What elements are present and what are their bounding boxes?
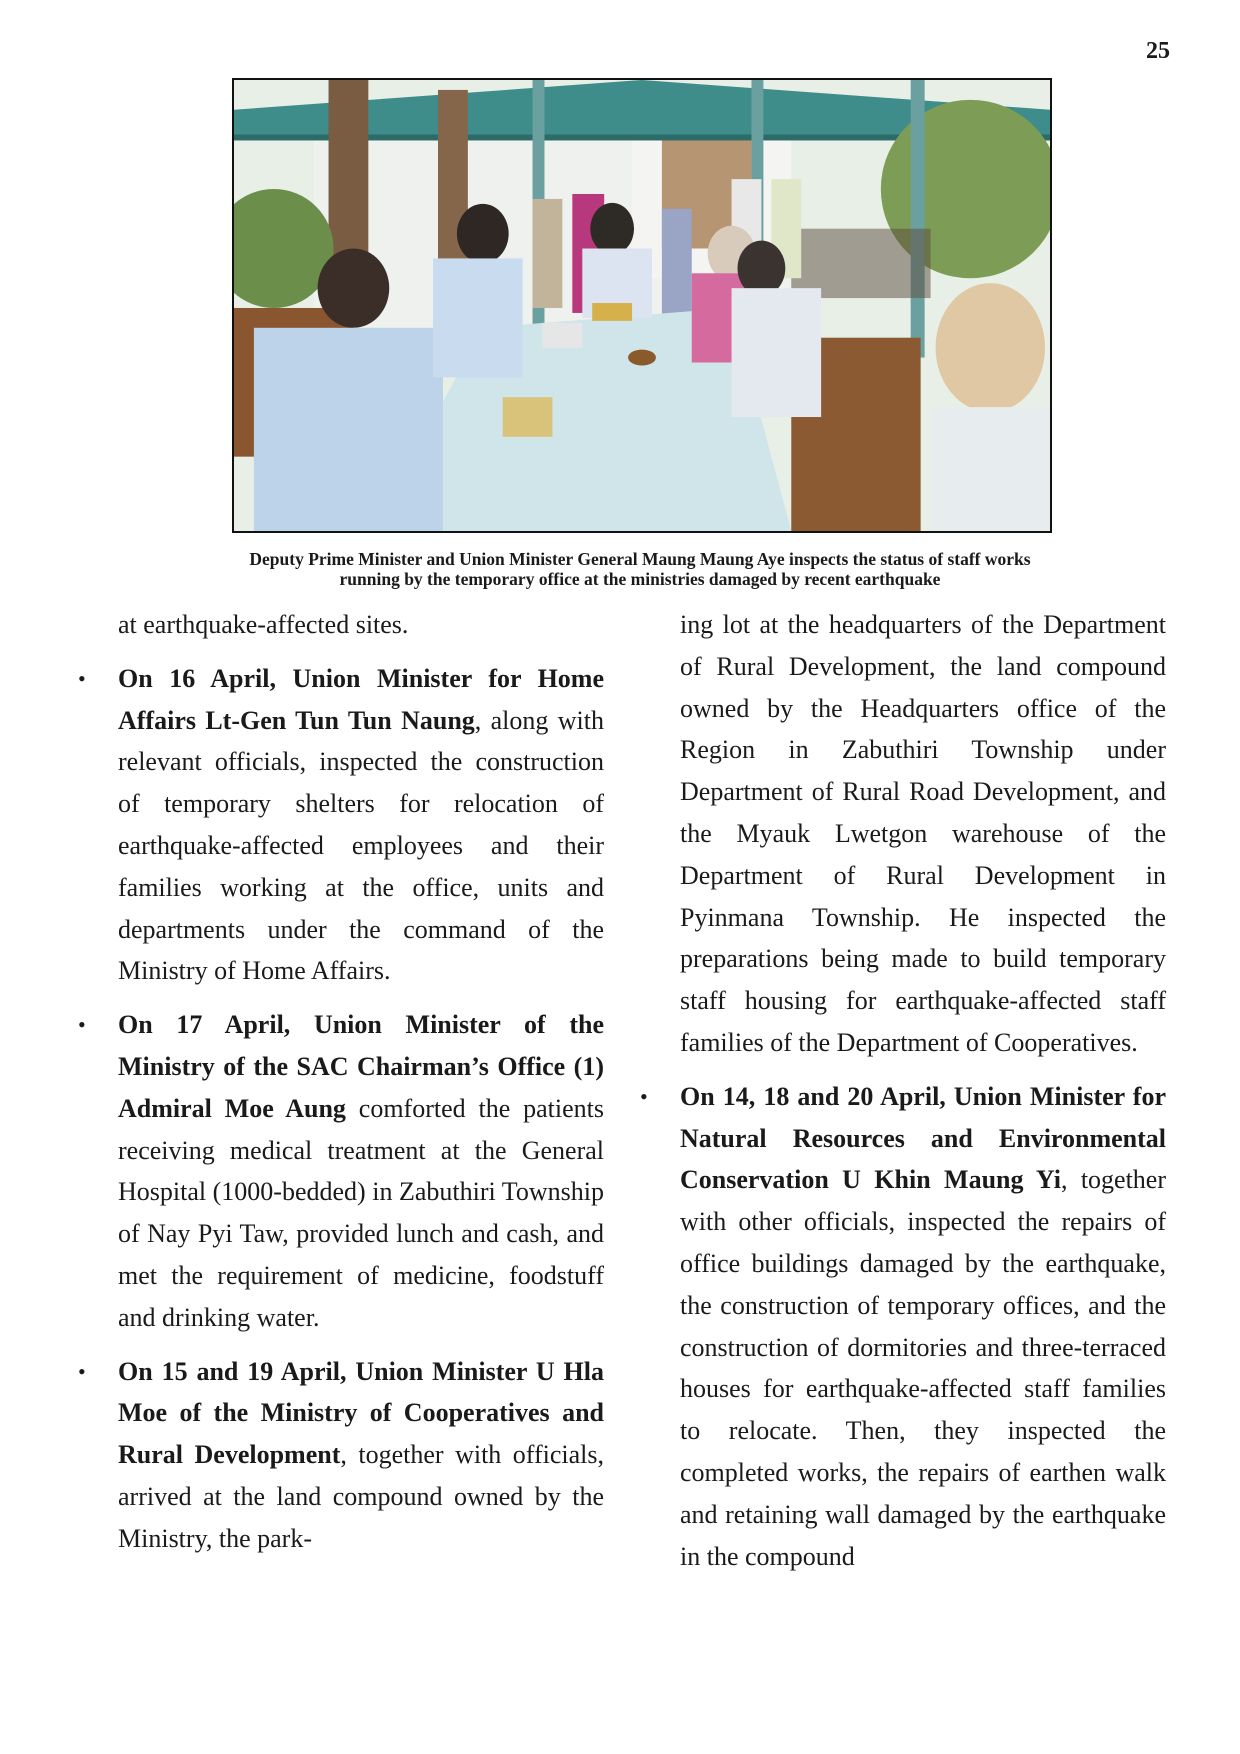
photo-caption bbox=[130, 549, 1150, 589]
item-text: , together with officials, arrived at the land compound owned by the Ministry, the park- bbox=[118, 1440, 605, 1553]
meeting-photo-icon bbox=[234, 80, 1050, 531]
list-item bbox=[78, 658, 604, 992]
list-item bbox=[78, 1004, 604, 1338]
left-intro: at earthquake-affected sites. bbox=[118, 610, 409, 639]
item-lead: On 14, 18 and 20 April, Union Minister for Natural Resources and Environmental Conservation U Khin Maung Yi bbox=[680, 1081, 1166, 1195]
item-lead: On 17 April, Union Minister of the Ministry of the SAC Chairman’s Office (1) Admiral Moe Aung bbox=[118, 1010, 604, 1123]
page-number: 25 bbox=[1146, 38, 1170, 64]
right-continuation: ing lot at the headquarters of the Department of Rural Development, the land compound owned by the Headquarters office of the Region in Zabuthiri Township under Department of Rural Road Development, and the Myauk Lwetgon warehouse of the Department of Rural Development in Pyinmana Township. He inspected the preparations being made to build temporary staff housing for earthquake-affected staff families of the Department of Cooperatives. bbox=[680, 610, 1166, 1057]
bullet-icon: • bbox=[640, 1083, 648, 1109]
caption-line-2: running by the temporary office at the ministries damaged by recent earthquake bbox=[339, 569, 941, 589]
left-bullet-list bbox=[78, 658, 605, 1560]
right-bullet-list bbox=[640, 1076, 1167, 1578]
bullet-icon: • bbox=[78, 665, 86, 691]
caption-line-1: Deputy Prime Minister and Union Minister General Maung Maung Aye inspects the status of staff works bbox=[249, 549, 1031, 569]
list-item bbox=[640, 1076, 1167, 1578]
item-text: , together with other officials, inspected the repairs of office buildings damaged by the earthquake, the construction of temporary offices, and the construction of dormitories and three-terraced houses for earthquake-affected staff families to relocate. Then, they inspected the completed works, the repairs of earthen walk and retaining wall damaged by the earthquake in the compound bbox=[680, 1165, 1167, 1571]
bullet-icon: • bbox=[78, 1012, 86, 1038]
item-text: comforted the patients receiving medical treatment at the General Hospital (1000-bedded) in Zabuthiri Township of Nay Pyi Taw, provided lunch and cash, and met the requirement of medicine, foodstuff and drinking water. bbox=[118, 1093, 604, 1332]
item-lead: On 15 and 19 April, Union Minister U Hla Moe of the Ministry of Cooperatives and Rural Development bbox=[118, 1356, 604, 1470]
item-lead: On 16 April, Union Minister for Home Affairs Lt-Gen Tun Tun Naung bbox=[118, 663, 604, 735]
list-item bbox=[78, 1351, 605, 1560]
bullet-icon: • bbox=[78, 1358, 86, 1384]
meeting-photo bbox=[232, 78, 1052, 533]
item-text: , along with relevant officials, inspected the construction of temporary shelters for relocation of earthquake-affected employees and their families working at the office, units and departments under the command of the Ministry of Home Affairs. bbox=[118, 705, 604, 986]
left-column bbox=[78, 604, 605, 1560]
right-column bbox=[640, 604, 1167, 1577]
